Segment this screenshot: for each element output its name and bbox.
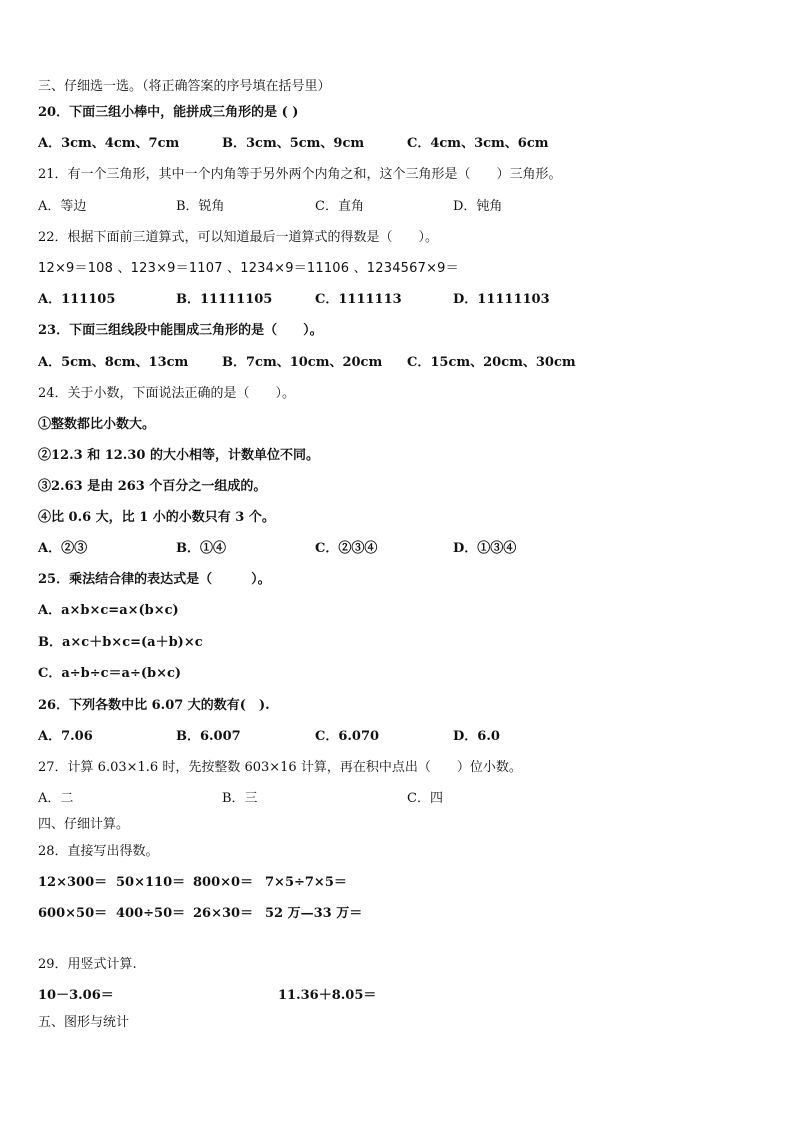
q24-option-a: A．②③ [38,541,88,556]
q27-option-b: B．三 [222,791,258,806]
q28-item: 600×50＝ [38,906,108,921]
q26-option-c: C．6.070 [315,729,380,744]
q24-statement-1: ①整数都比小数大。 [38,417,156,432]
q22-option-d: D．11111103 [453,292,550,307]
q21-option-d: D．钝角 [453,199,503,214]
question-24-stem: 24．关于小数，下面说法正确的是（ ）。 [38,386,296,401]
q20-option-c: C．4cm、3cm、6cm [407,136,549,151]
q27-option-c: C．四 [407,791,443,806]
q22-option-b: B．11111105 [176,292,273,307]
section-4-title: 四、仔细计算。 [38,817,130,832]
question-27-stem: 27．计算 6.03×1.6 时，先按整数 603×16 计算，再在积中点出（ ）位小数。 [38,760,522,775]
q27-option-a: A．二 [38,791,74,806]
question-22-stem: 22．根据下面前三道算式，可以知道最后一道算式的得数是（ ）。 [38,230,439,245]
q28-item: 800×0＝ [193,875,254,890]
q26-option-b: B．6.007 [176,729,241,744]
question-28-stem: 28．直接写出得数。 [38,844,159,859]
q22-expression: 12×9＝108 、123×9＝1107 、1234×9＝11106 、1234567×9＝ [38,261,459,276]
q24-option-b: B．①④ [176,541,226,556]
q23-option-b: B．7cm、10cm、20cm [222,355,383,370]
section-3-title: 三、仔细选一选。（将正确答案的序号填在括号里） [38,79,331,94]
question-29-stem: 29．用竖式计算. [38,957,137,972]
q25-option-b: B．a×c＋b×c=(a＋b)×c [38,635,203,650]
q24-statement-3: ③2.63 是由 263 个百分之一组成的。 [38,479,267,494]
q21-option-a: A．等边 [38,199,87,214]
question-25-stem: 25．乘法结合律的表达式是（ ）。 [38,572,271,587]
q20-option-b: B．3cm、5cm、9cm [222,136,365,151]
q28-item: 12×300＝ [38,875,108,890]
q28-item: 50×110＝ [116,875,186,890]
question-26-stem: 26．下列各数中比 6.07 大的数有( ). [38,698,270,713]
q28-item: 52 万—33 万＝ [265,906,363,921]
question-20-stem: 20．下面三组小棒中，能拼成三角形的是 ( ) [38,105,299,120]
q20-option-a: A．3cm、4cm、7cm [38,136,180,151]
q28-item: 7×5÷7×5＝ [265,875,347,890]
q24-option-c: C．②③④ [315,541,378,556]
q21-option-b: B．锐角 [176,199,225,214]
q24-statement-4: ④比 0.6 大，比 1 小的小数只有 3 个。 [38,510,275,525]
q29-item: 11.36＋8.05＝ [278,988,377,1003]
q24-option-d: D．①③④ [453,541,517,556]
question-23-stem: 23．下面三组线段中能围成三角形的是（ ）。 [38,323,323,338]
q23-option-c: C．15cm、20cm、30cm [407,355,576,370]
q21-option-c: C．直角 [315,199,364,214]
q23-option-a: A．5cm、8cm、13cm [38,355,189,370]
q22-option-a: A．111105 [38,292,116,307]
q29-item: 10－3.06＝ [38,988,114,1003]
q28-item: 26×30＝ [193,906,254,921]
q25-option-a: A．a×b×c=a×(b×c) [38,603,179,618]
q26-option-a: A．7.06 [38,729,93,744]
q22-option-c: C．1111113 [315,292,402,307]
section-5-title: 五、图形与统计 [38,1015,130,1030]
q24-statement-2: ②12.3 和 12.30 的大小相等，计数单位不同。 [38,448,319,463]
q28-item: 400÷50＝ [116,906,186,921]
q26-option-d: D．6.0 [453,729,500,744]
q25-option-c: C．a÷b÷c＝a÷(b×c) [38,666,182,681]
question-21-stem: 21．有一个三角形，其中一个内角等于另外两个内角之和，这个三角形是（ ）三角形。 [38,167,562,182]
